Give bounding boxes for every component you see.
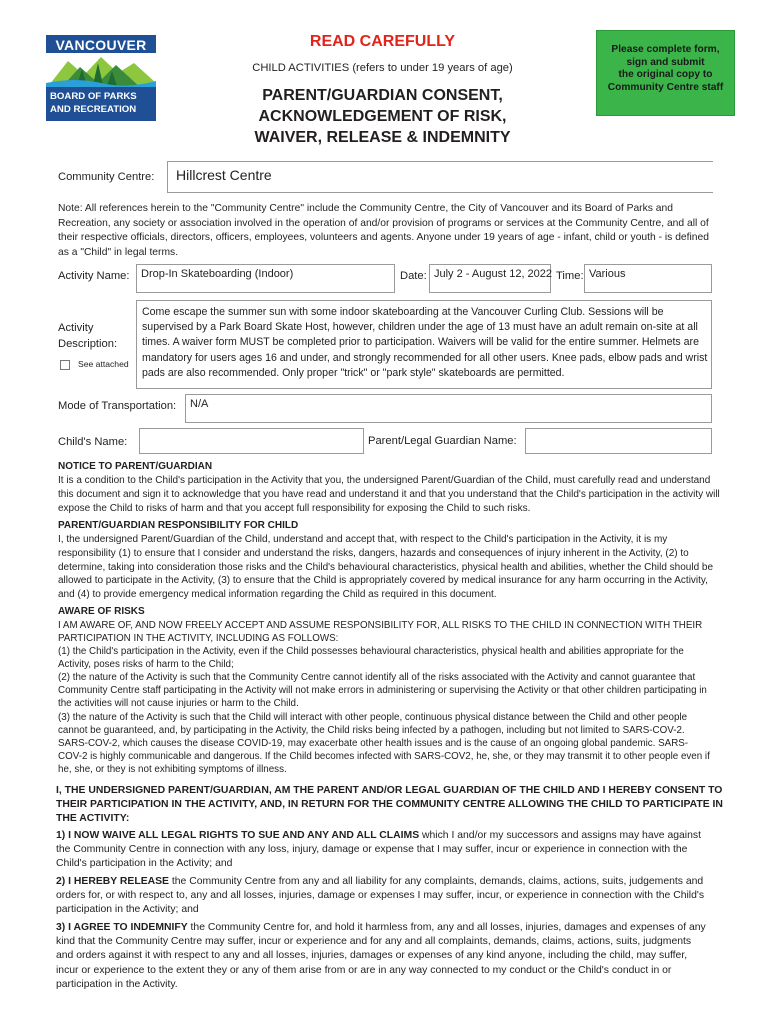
responsibility-text: I, the undersigned Parent/Guardian of the Child, understand and accept that, with respect to the Child's participation in the Activity, it is my responsibility (1) to ensure that I consider and understand the risks, dangers, hazards and consequences of injury inherent in the Activity, (2) to determine, taking into consideration those risks and the Child's behavioural characteristics, physical health and abilities, whether the Child should be allowed to participate in the Activity, (3) to ensure that the Child is appropriately covered by medical insurance for any harm occurring in the Activity, and (4) to provide emergency medical information regarding the Child as required in this document. (58, 534, 714, 601)
date-value: July 2 - August 12, 2022 (434, 268, 553, 280)
see-attached-checkbox[interactable] (60, 360, 70, 370)
release-clause: 2) I HEREBY RELEASE the Community Centre from any and all liability for any complaints, demands, claims, actions, suits, judgements and orders for, or with respect to, any and all losses, injuries, damage or expenses I may suffer, incur, or experience in connection with the Child's participation in the Activity; and (56, 876, 705, 916)
community-centre-label: Community Centre: (58, 171, 155, 183)
aware-of-risks-intro: I AM AWARE OF, AND NOW FREELY ACCEPT AND ASSUME RESPONSIBILITY FOR, ALL RISKS TO THE CHILD IN CONNECTION WITH THEIR PARTICIPATION IN THE ACTIVITY, INCLUDING AS FOLLOWS: (58, 620, 703, 645)
waiver-clause: 1) I NOW WAIVE ALL LEGAL RIGHTS TO SUE AND ANY AND ALL CLAIMS which I and/or my successors and assigns may have against the Community Centre in connection with any loss, injury, damage or expense that I may suffer, incur or experience in connection with the Child's participation in the Activity; and (56, 830, 701, 870)
child-name-label: Child's Name: (58, 436, 128, 448)
vancouver-park-board-logo (46, 35, 156, 121)
transportation-field[interactable] (185, 394, 712, 423)
see-attached-label: See attached (78, 359, 129, 369)
risk-item: (2) the nature of the Activity is such that the Community Centre cannot identify all of the risks associated with the Activity and cannot guarantee that Community Centre staff participating in the Activity will not make errors in administering or supervising the Activity or that other children participating in the activities will not cause injuries or harm to the Child. (58, 672, 707, 709)
risk-item: (3) the nature of the Activity is such that the Child will interact with other people, continuous physical distance between the Child and other people cannot be guaranteed, and, by participating in the Activity, the Child risks being infected by a pathogen, including but not limited to SARS-COV-2. SARS-COV-2, which causes the disease COVID-19, may exacerbate other health issues and is the cause of an ongoing global pandemic. SARS-COV-2 is highly communicable and dangerous. If the Child becomes infected with SARS-COV2, he, she, or they may transmit it to other people even if he, she, or they is not exhibiting symptoms of illness. (58, 712, 710, 775)
notice-text: It is a condition to the Child's participation in the Activity that you, the undersigned Parent/Guardian of the Child, must carefully read and understand this document and sign it to acknowledge that you have read and understand it and that you understand that the Child's participation in the activity will expose the Child to risks of harm and that you accept full responsibility for exposing the Child to such risks. (58, 475, 720, 514)
logo-subtitle: BOARD OF PARKS AND RECREATION (46, 87, 156, 121)
mountain-trees-icon (46, 53, 156, 89)
date-label: Date: (400, 270, 427, 282)
activity-name-label: Activity Name: (58, 270, 130, 282)
activity-description-label: Activity Description: (58, 322, 118, 350)
activity-description-value: Come escape the summer sun with some indoor skateboarding at the Vancouver Curling Club. Sessions will be supervised by a Park Board Skate Host, however, children under the age of 13 must have an adult remain on-site at all times. A waiver form MUST be completed prior to participation. Waivers will be valid for the entire summer. Helmets are mandatory for users ages 16 and under, and strongly recommended for all other users. Knee pads, elbow pads and wrist pads are also recommended. Only proper "trick" or "park style" skateboards are permitted. (142, 306, 708, 379)
transportation-label: Mode of Transportation: (58, 400, 177, 412)
activity-name-value: Drop-In Skateboarding (Indoor) (141, 268, 294, 280)
time-value: Various (589, 268, 626, 280)
notice-heading: NOTICE TO PARENT/GUARDIAN (58, 461, 213, 472)
guardian-name-field[interactable] (525, 428, 712, 454)
risk-item: (1) the Child's participation in the Activity, even if the Child possesses behavioural characteristics, physical health and abilities appropriate for the Activity, poses risks of harm to the Child; (58, 646, 684, 670)
consent-statement: I, THE UNDERSIGNED PARENT/GUARDIAN, AM THE PARENT AND/OR LEGAL GUARDIAN OF THE CHILD AND I HEREBY CONSENT TO THEIR PARTICIPATION IN THE ACTIVITY, AND, IN RETURN FOR THE COMMUNITY CENTRE ALLOWING THE CHILD TO PARTICIPATE IN THE ACTIVITY: (56, 785, 723, 824)
logo-title: VANCOUVER (46, 35, 156, 55)
form-title: PARENT/GUARDIAN CONSENT, ACKNOWLEDGEMENT OF RISK, WAIVER, RELEASE & INDEMNITY (254, 87, 511, 146)
time-label: Time: (556, 270, 584, 282)
transportation-value: N/A (190, 398, 209, 410)
definitions-note: Note: All references herein to the "Community Centre" include the Community Centre, the City of Vancouver and its Board of Parks and Recreation, any society or association involved in the operation of and/or provision of programs or services at the Community Centre, and all of their respective officials, directors, officers, employees, volunteers and agents. Anyone under 19 years of age - infant, child or youth - is defined as a "Child" in legal terms. (58, 203, 709, 258)
form-subtitle: CHILD ACTIVITIES (refers to under 19 years of age) (252, 62, 513, 74)
community-centre-value: Hillcrest Centre (176, 167, 272, 183)
aware-of-risks-heading: AWARE OF RISKS (58, 606, 145, 617)
submission-instructions-box: Please complete form, sign and submit the original copy to Community Centre staff (596, 30, 735, 116)
child-name-field[interactable] (139, 428, 364, 454)
responsibility-heading: PARENT/GUARDIAN RESPONSIBILITY FOR CHILD (58, 520, 299, 531)
guardian-name-label: Parent/Legal Guardian Name: (368, 435, 517, 447)
read-carefully-heading: READ CAREFULLY (309, 33, 456, 50)
indemnity-clause: 3) I AGREE TO INDEMNIFY the Community Centre for, and hold it harmless from, any and all losses, injuries, damages and expenses of any kind that the Community Centre may suffer, incur or experience and for any and all complaints, demands, claims, actions, suits, judgments and orders against it with respect to any and all losses, injuries, damages or expenses of any kind anyone, including the child, may suffer, incur or experience to the extent they or any of them arise from or are in any way connected to my conduct or the Child's conduct in or participation in the Activity. (56, 922, 706, 990)
